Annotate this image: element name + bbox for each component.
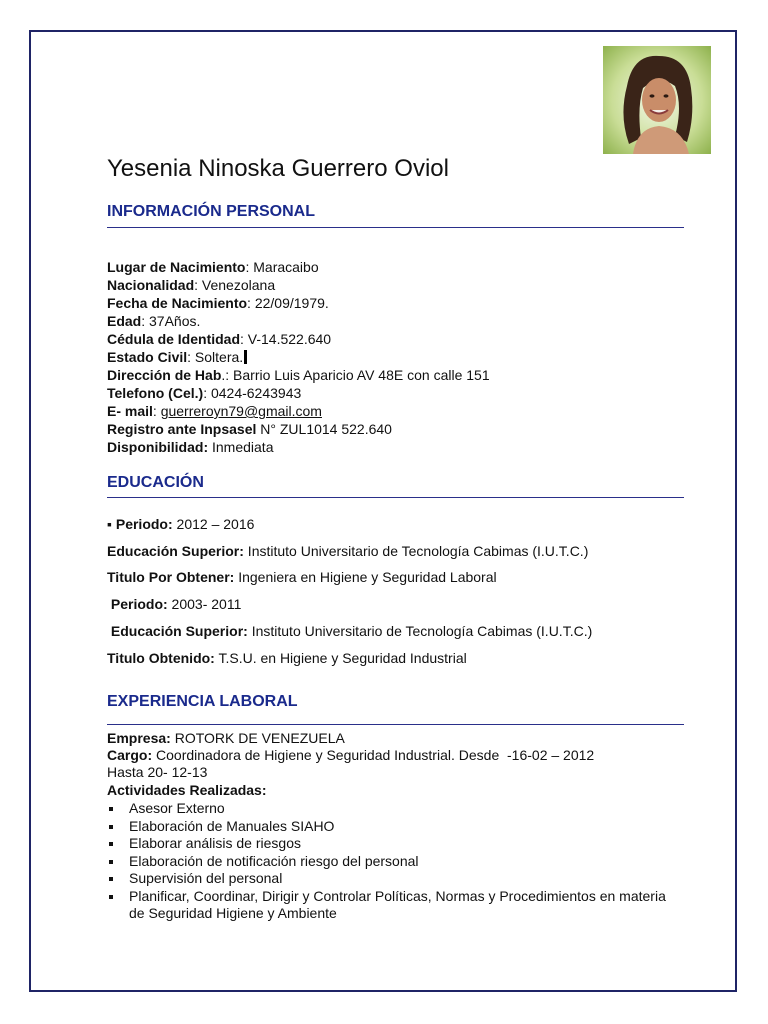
candidate-name: Yesenia Ninoska Guerrero Oviol — [107, 155, 449, 182]
education-row: Titulo Obtenido: T.S.U. en Higiene y Seguridad Industrial — [107, 650, 467, 666]
bullet-icon — [109, 842, 113, 846]
list-item: Elaborar análisis de riesgos — [107, 835, 669, 853]
info-row: Registro ante Inpsasel N° ZUL1014 522.640 — [107, 421, 392, 437]
info-row: Disponibilidad: Inmediata — [107, 439, 274, 455]
info-row: Edad: 37Años. — [107, 313, 201, 329]
education-row: Titulo Por Obtener: Ingeniera en Higiene y Seguridad Laboral — [107, 569, 497, 585]
bullet-icon — [109, 895, 113, 899]
info-row: Cédula de Identidad: V-14.522.640 — [107, 331, 332, 347]
list-item: Asesor Externo — [107, 800, 669, 818]
section-divider — [107, 724, 684, 725]
list-item: Supervisión del personal — [107, 870, 669, 888]
bullet-icon — [109, 877, 113, 881]
text-cursor — [244, 350, 247, 364]
company-row: Empresa: ROTORK DE VENEZUELA — [107, 730, 345, 746]
education-row: Educación Superior: Instituto Universitario de Tecnología Cabimas (I.U.T.C.) — [107, 543, 589, 559]
bullet-icon — [109, 860, 113, 864]
list-item: Elaboración de notificación riesgo del personal — [107, 853, 669, 871]
list-item: Planificar, Coordinar, Dirigir y Controlar Políticas, Normas y Procedimientos en materia de Seguridad Higiene y Ambiente — [107, 888, 669, 923]
position-dates: Hasta 20- 12-13 — [107, 764, 208, 780]
info-row: Nacionalidad: Venezolana — [107, 277, 276, 293]
section-title-experience: EXPERIENCIA LABORAL — [107, 693, 298, 710]
bullet-icon — [109, 825, 113, 829]
section-title-education: EDUCACIÓN — [107, 474, 204, 491]
activities-list — [107, 800, 669, 923]
info-row: Dirección de Hab.: Barrio Luis Aparicio AV 48E con calle 151 — [107, 367, 490, 383]
info-row: Fecha de Nacimiento: 22/09/1979. — [107, 295, 329, 311]
bullet-icon — [109, 807, 113, 811]
education-row: Educación Superior: Instituto Universitario de Tecnología Cabimas (I.U.T.C.) — [110, 623, 593, 639]
info-row: Telefono (Cel.): 0424-6243943 — [107, 385, 302, 401]
education-row: Periodo: 2003- 2011 — [110, 596, 242, 612]
section-divider — [107, 227, 684, 228]
info-row: Lugar de Nacimiento: Maracaibo — [107, 259, 319, 275]
section-divider — [107, 497, 684, 498]
education-row: ▪ Periodo: 2012 – 2016 — [107, 516, 255, 532]
info-row: E- mail: guerreroyn79@gmail.com — [107, 403, 322, 419]
info-row: Estado Civil: Soltera. — [107, 349, 247, 365]
email-link[interactable]: guerreroyn79@gmail.com — [160, 403, 322, 419]
position-row: Cargo: Coordinadora de Higiene y Seguridad Industrial. Desde -16-02 – 2012 — [107, 747, 595, 763]
activities-label: Actividades Realizadas: — [107, 782, 267, 798]
section-title-personal: INFORMACIÓN PERSONAL — [107, 203, 315, 220]
profile-photo — [603, 46, 711, 154]
list-item: Elaboración de Manuales SIAHO — [107, 818, 669, 836]
